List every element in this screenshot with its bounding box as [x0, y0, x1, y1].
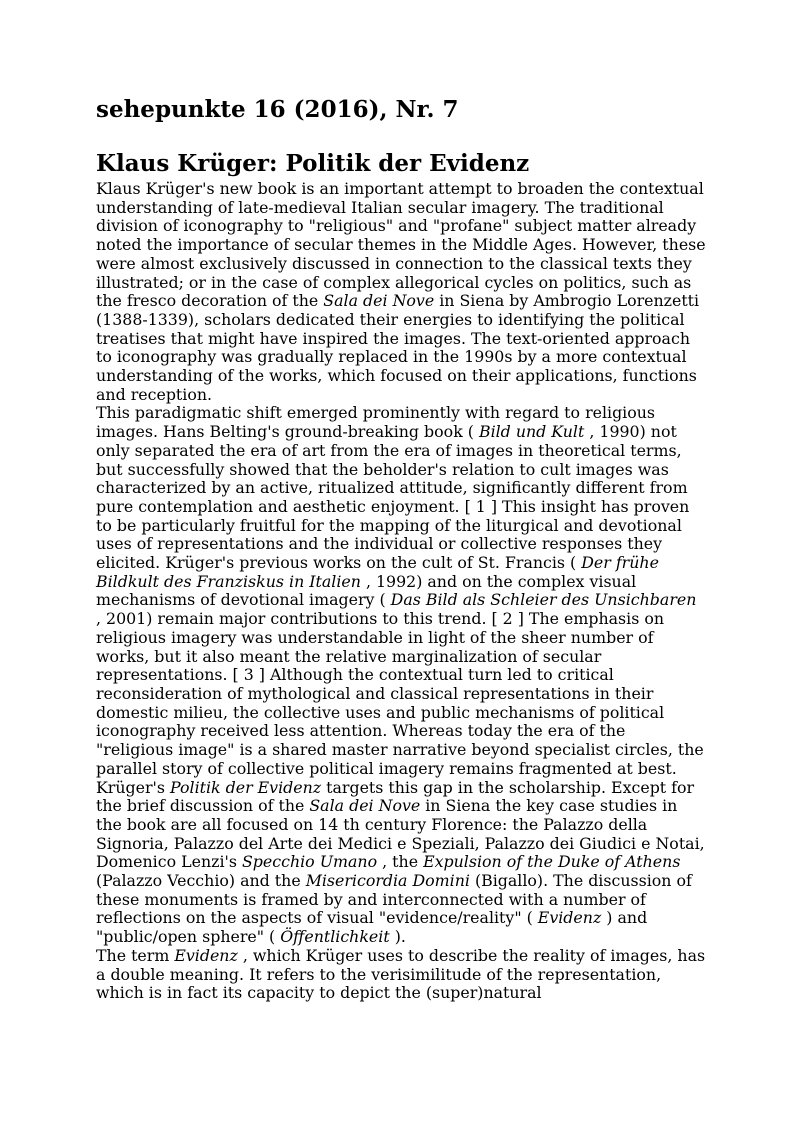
italic-text: Evidenz	[174, 945, 238, 965]
text-run: , the	[377, 852, 424, 872]
text-run: (Bigallo). The discussion of these monuments is framed by and interconnected with a number of reflections on the aspects of visual "evidence/reality" (	[96, 871, 692, 928]
italic-text: Evidenz	[537, 908, 602, 928]
paragraph	[96, 180, 706, 404]
italic-text: Der frühe Bildkult des Franziskus in Italien	[96, 553, 659, 591]
italic-text: Expulsion of the Duke of Athens	[423, 852, 681, 872]
italic-text: Das Bild als Schleier des Unsichbaren	[390, 590, 697, 610]
text-run: The term	[96, 945, 175, 965]
text-run: in Siena by Ambrogio Lorenzetti (1388-1339), scholars dedicated their energies to identifying the political treatises that might have inspired the images. The text-oriented approach to iconography was gradually replaced in the 1990s by a more contextual understanding of the works, which focused on their applications, functions and reception.	[96, 291, 700, 404]
italic-text: Sala dei Nove	[323, 291, 435, 311]
italic-text: Misericordia Domini	[305, 871, 470, 891]
text-run: Klaus Krüger's new book is an important attempt to broaden the contextual understanding of late-medieval Italian secular imagery. The traditional division of iconography to "religious" and "profane" subject matter already noted the importance of secular themes in the Middle Ages. However, these were almost exclusively discussed in connection to the classical texts they illustrated; or in the case of complex allegorical cycles on politics, such as the fresco decoration of the	[96, 179, 706, 311]
italic-text: Sala dei Nove	[309, 796, 421, 816]
text-run: , 1990) not only separated the era of art from the era of images in theoretical terms, but successfully showed that the beholder's relation to cult images was characterized by an active, ritualized attitude, significantly different from pure contemplation and aesthetic enjoyment. [ 1 ] This insight has proven to be particularly fruitful for the mapping of the liturgical and devotional uses of representations and the individual or collective responses they elicited. Krüger's previous works on the cult of St. Francis (	[96, 422, 690, 573]
italic-text: Öffentlichkeit	[280, 927, 390, 947]
paragraph	[96, 404, 706, 778]
text-run: , 1992) and on the complex visual mechanisms of devotional imagery (	[96, 571, 637, 610]
text-run: , which Krüger uses to describe the reality of images, has a double meaning. It refers to the verisimilitude of the representation, which is in fact its capacity to depict the (super)natural	[96, 945, 706, 1003]
text-run: , 2001) remain major contributions to this trend. [ 2 ] The emphasis on religious imagery was understandable in light of the sheer number of works, but it also meant the relative marginalization of secular representations. [ 3 ] Although the contextual turn led to critical reconsideration of mythological and classical representations in their domestic milieu, the collective uses and public mechanisms of political iconography received less attention. Whereas today the era of the "religious image" is a shared master narrative beyond specialist circles, the parallel story of collective political imagery remains fragmented at best.	[96, 609, 704, 778]
text-run: ) and "public/open sphere" (	[96, 908, 648, 947]
text-run: ).	[389, 927, 406, 947]
italic-text: Politik der Evidenz	[170, 777, 322, 797]
text-run: Krüger's	[96, 777, 171, 797]
paragraph	[96, 947, 706, 1003]
paragraph	[96, 779, 706, 947]
text-run: (Palazzo Vecchio) and the	[96, 871, 306, 891]
text-run: in Siena the key case studies in the book are all focused on 14 th century Florence: the Palazzo della Signoria, Palazzo del Arte dei Medici e Speziali, Palazzo dei Giudici e Notai, Domenico Lenzi's	[96, 796, 705, 872]
text-run: This paradigmatic shift emerged prominently with regard to religious images. Hans Belting's ground-breaking book (	[96, 403, 656, 442]
review-title: Klaus Krüger: Politik der Evidenz	[96, 150, 530, 177]
italic-text: Bild und Kult	[478, 422, 585, 442]
text-run: targets this gap in the scholarship. Except for the brief discussion of the	[96, 777, 695, 816]
article-body	[96, 180, 706, 1003]
document-page	[96, 96, 706, 1003]
journal-title: sehepunkte 16 (2016), Nr. 7	[96, 96, 459, 123]
italic-text: Specchio Umano	[241, 852, 378, 872]
